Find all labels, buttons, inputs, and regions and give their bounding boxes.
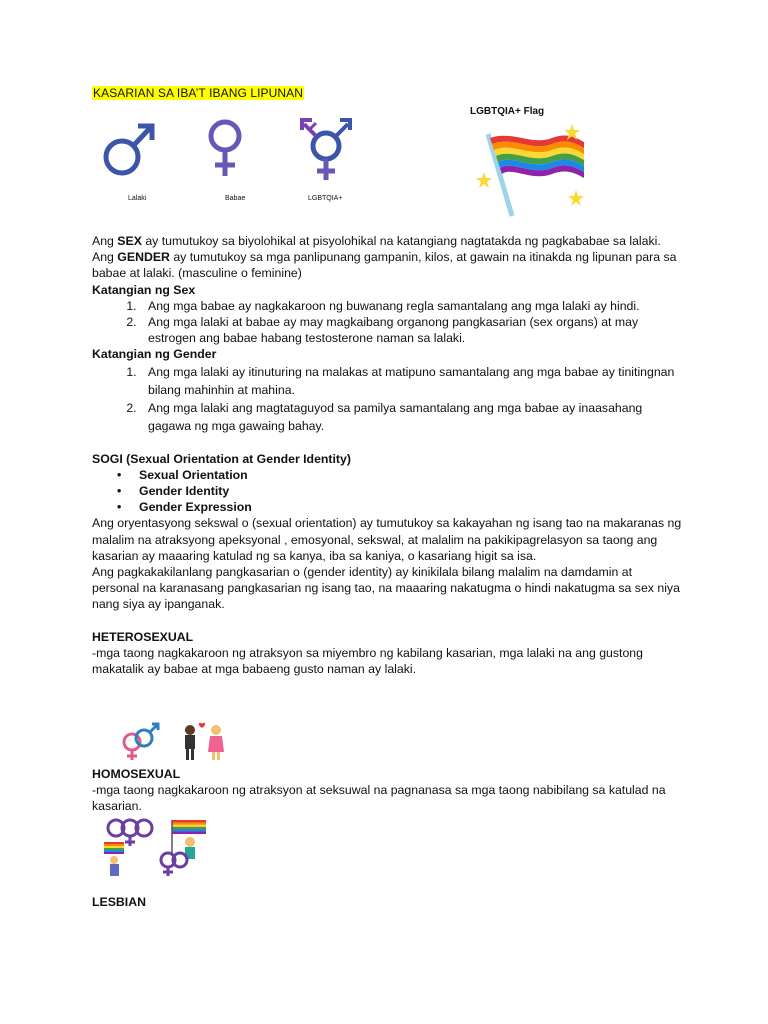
- list-item: • Sexual Orientation: [139, 467, 682, 483]
- sex-def-text: ay tumutukoy sa biyolohikal at pisyolohikal na katangiang nagtatakda ng pagkababae sa lalaki.: [141, 234, 661, 248]
- symbol-label-lgbtqia: LGBTQIA+: [308, 195, 343, 202]
- list-item: • Gender Identity: [139, 483, 682, 499]
- homosexual-symbols-icon: [100, 816, 212, 878]
- sex-definition: [92, 233, 682, 249]
- heterosexual-heading: HETEROSEXUAL: [92, 629, 194, 644]
- symbol-label-male: Lalaki: [128, 195, 147, 202]
- homosexual-heading: HOMOSEXUAL: [92, 767, 181, 781]
- gender-def-text: ay tumutukoy sa mga panlipunang gampanin, kilos, at gawain na itinakda ng lipunan para sa babae at lalaki. (masculine o feminine): [92, 250, 677, 281]
- lesbian-heading: LESBIAN: [92, 895, 146, 909]
- gender-symbols-image: [92, 110, 362, 212]
- content-section: [92, 233, 682, 677]
- hetero-couple-icon: [118, 720, 238, 764]
- gender-def-prefix: Ang: [92, 250, 118, 265]
- sex-term: SEX: [117, 234, 142, 248]
- gender-definition: [92, 249, 682, 281]
- gender-characteristics-list: [92, 363, 682, 435]
- heterosexual-image: [118, 720, 238, 764]
- list-item: 1. Ang mga lalaki ay itinuturing na malakas at matipuno samantalang ang mga babae ay tinitingnan bilang mahinhin at mahina.: [140, 363, 682, 399]
- orientation-paragraph: Ang oryentasyong sekswal o (sexual orientation) ay tumutukoy sa kakayahan ng isang tao na makaranas ng malalim na atraksyong apeksyonal , emosyonal, sekswal, at malalim na pakikipagrelasyon sa taong ang kasarian ay maaaring katulad ng sa kanya, iba sa kaniya, o kasariang higit sa isa.: [92, 516, 682, 563]
- homosexual-definition: -mga taong nagkakaroon ng atraksyon at seksuwal na pagnanasa sa mga taong nabibilang sa katulad na kasarian.: [92, 783, 666, 814]
- document-body: [92, 86, 682, 100]
- list-item: • Gender Expression: [139, 499, 682, 515]
- list-item: 1. Ang mga babae ay nagkakaroon ng buwanang regla samantalang ang mga lalaki ay hindi.: [140, 298, 682, 314]
- homosexual-image: [100, 816, 212, 878]
- rainbow-flag-image: [452, 102, 594, 218]
- lesbian-section: [92, 894, 682, 910]
- symbol-label-female: Babae: [225, 195, 246, 202]
- heterosexual-definition: -mga taong nagkakaroon ng atraksyon sa miyembro ng kabilang kasarian, mga lalaki na ang gustong makatalik ay babae at mga babaeng gusto naman ay lalaki.: [92, 645, 643, 677]
- identity-paragraph: Ang pagkakakilanlang pangkasarian o (gender identity) ay kinikilala bilang malalim na damdamin at personal na karanasang pangkasarian ng isang tao, na maaaring nakatugma o hindi nakatugma sa sex niya nang siya ay ipanganak.: [92, 565, 680, 612]
- sex-characteristics-heading: Katangian ng Sex: [92, 282, 196, 297]
- flag-title: LGBTQIA+ Flag: [470, 106, 545, 117]
- homosexual-section: [92, 766, 682, 815]
- gender-characteristics-heading: Katangian ng Gender: [92, 347, 217, 362]
- sogi-list: [92, 467, 682, 516]
- page-title: KASARIAN SA IBA’T IBANG LIPUNAN: [93, 86, 304, 100]
- list-item: 2. Ang mga lalaki ang magtataguyod sa pamilya samantalang ang mga babae ay inaasahang gagawa ng mga gawaing bahay.: [140, 399, 682, 435]
- gender-term: GENDER: [117, 250, 170, 265]
- rainbow-flag-icon: [452, 102, 594, 218]
- list-item: 2. Ang mga lalaki at babae ay may magkaibang organong pangkasarian (sex organs) at may estrogen ang babae habang testosterone naman sa lalaki.: [140, 314, 682, 346]
- sex-characteristics-list: [92, 298, 682, 347]
- sex-def-prefix: Ang: [92, 234, 118, 248]
- sogi-heading: SOGI (Sexual Orientation at Gender Identity): [92, 451, 351, 466]
